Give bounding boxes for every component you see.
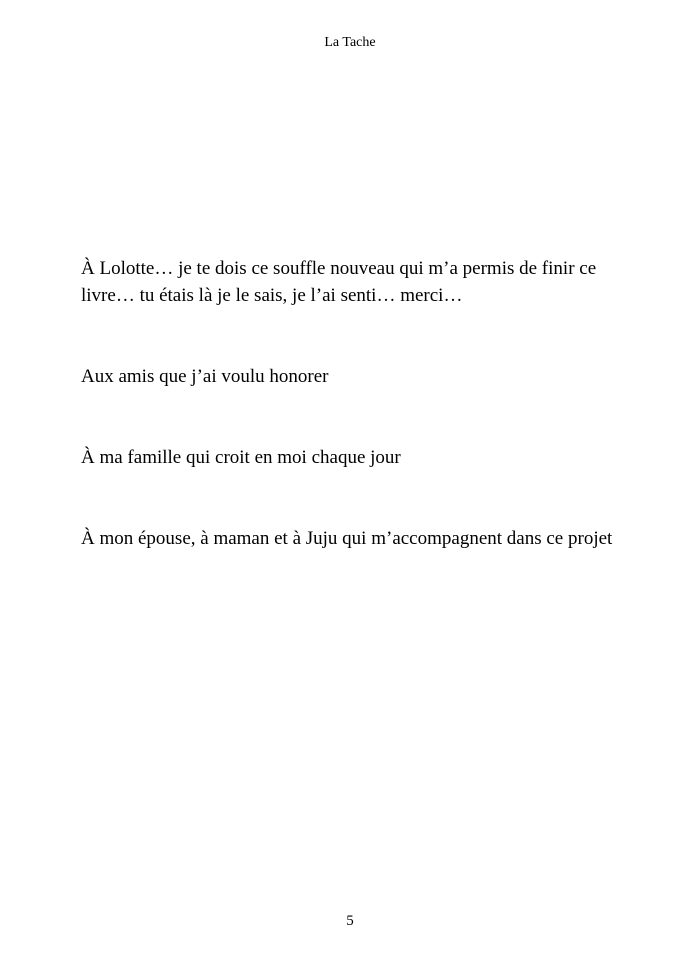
dedications-block: [81, 255, 646, 552]
dedication-lolotte: À Lolotte… je te dois ce souffle nouveau qui m’a permis de finir ce livre… tu étais là je le sais, je l’ai senti… merci…: [81, 258, 597, 306]
dedication-family: À ma famille qui croit en moi chaque jour: [81, 447, 401, 468]
running-header-title: La Tache: [324, 35, 376, 50]
dedication-friends: Aux amis que j’ai voulu honorer: [81, 366, 329, 387]
page-number: 5: [346, 913, 354, 929]
dedication-wife-mother-juju: À mon épouse, à maman et à Juju qui m’accompagnent dans ce projet: [81, 528, 613, 549]
